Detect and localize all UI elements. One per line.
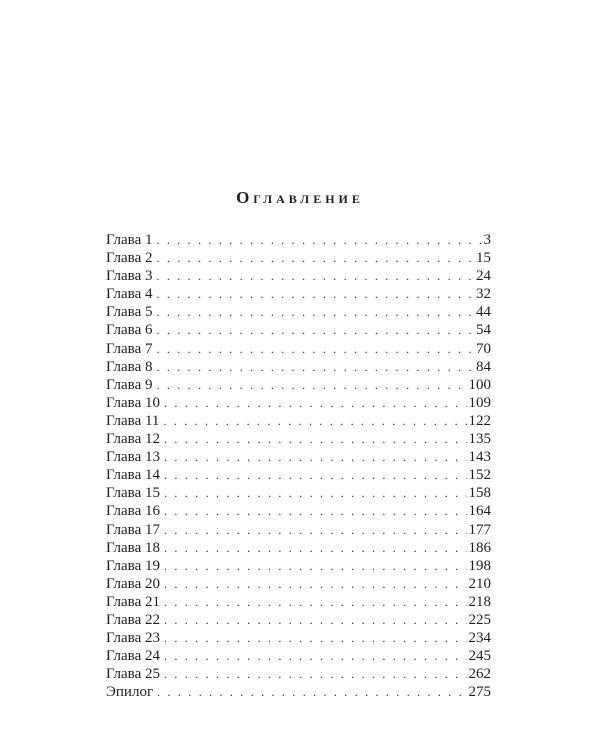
- toc-entry: [106, 303, 491, 321]
- dot-leader: [164, 502, 467, 520]
- toc-entry: [106, 683, 491, 701]
- toc-entry-label: Глава 13: [106, 449, 160, 466]
- toc-entry: [106, 340, 491, 358]
- toc-entry: [106, 466, 491, 484]
- toc-entry-label: Глава 17: [106, 521, 160, 538]
- toc-entry-label: Глава 7: [106, 340, 153, 357]
- toc-entry-label: Глава 16: [106, 503, 160, 520]
- toc-entry-label: Глава 20: [106, 575, 160, 592]
- toc-entry: [106, 611, 491, 629]
- toc-entry: [106, 376, 491, 394]
- toc-entry-page-number: 225: [468, 611, 491, 628]
- toc-entry: [106, 575, 491, 593]
- dot-leader: [164, 665, 467, 683]
- toc-entry-page-number: 164: [468, 503, 491, 520]
- toc-entry-page-number: 198: [468, 557, 491, 574]
- toc-entry-label: Глава 6: [106, 322, 153, 339]
- toc-entry-label: Глава 21: [106, 593, 160, 610]
- table-of-contents: [106, 231, 491, 701]
- toc-entry-page-number: 210: [468, 575, 491, 592]
- toc-entry: [106, 665, 491, 683]
- dot-leader: [156, 376, 466, 394]
- toc-entry: [106, 557, 491, 575]
- toc-entry-label: Глава 23: [106, 630, 160, 647]
- toc-entry-label: Глава 24: [106, 648, 160, 665]
- toc-entry-page-number: 158: [468, 485, 491, 502]
- dot-leader: [156, 303, 474, 321]
- dot-leader: [156, 285, 474, 303]
- toc-entry-label: Глава 19: [106, 557, 160, 574]
- toc-entry-page-number: 218: [468, 593, 491, 610]
- toc-entry: [106, 412, 491, 430]
- toc-entry-label: Глава 22: [106, 611, 160, 628]
- toc-entry: [106, 249, 491, 267]
- dot-leader: [164, 557, 467, 575]
- toc-entry-label: Глава 3: [106, 268, 153, 285]
- toc-entry-page-number: 100: [468, 376, 491, 393]
- toc-entry-label: Глава 8: [106, 358, 153, 375]
- toc-entry-page-number: 70: [476, 340, 491, 357]
- toc-entry-page-number: 245: [468, 648, 491, 665]
- toc-entry-page-number: 15: [476, 250, 491, 267]
- dot-leader: [164, 611, 467, 629]
- toc-entry-label: Глава 12: [106, 431, 160, 448]
- toc-entry-label: Глава 15: [106, 485, 160, 502]
- toc-entry: [106, 593, 491, 611]
- dot-leader: [156, 249, 474, 267]
- dot-leader: [156, 340, 474, 358]
- toc-entry-page-number: 122: [468, 412, 491, 429]
- toc-entry-page-number: 32: [476, 286, 491, 303]
- toc-entry-page-number: 109: [468, 394, 491, 411]
- dot-leader: [164, 629, 467, 647]
- toc-entry-label: Эпилог: [106, 684, 154, 701]
- toc-entry: [106, 502, 491, 520]
- toc-entry-label: Глава 9: [106, 376, 153, 393]
- toc-entry-page-number: 54: [476, 322, 491, 339]
- dot-leader: [164, 521, 467, 539]
- dot-leader: [164, 593, 467, 611]
- toc-entry: [106, 321, 491, 339]
- dot-leader: [164, 430, 467, 448]
- dot-leader: [164, 448, 467, 466]
- toc-entry: [106, 629, 491, 647]
- toc-entry-label: Глава 18: [106, 539, 160, 556]
- toc-entry: [106, 267, 491, 285]
- dot-leader: [156, 358, 474, 376]
- dot-leader: [157, 683, 466, 701]
- dot-leader: [164, 484, 467, 502]
- toc-entry-page-number: 84: [476, 358, 491, 375]
- toc-entry: [106, 448, 491, 466]
- toc-entry-label: Глава 10: [106, 394, 160, 411]
- toc-entry: [106, 285, 491, 303]
- toc-entry: [106, 394, 491, 412]
- dot-leader: [156, 321, 474, 339]
- dot-leader: [156, 267, 474, 285]
- toc-entry: [106, 430, 491, 448]
- toc-entry-label: Глава 14: [106, 467, 160, 484]
- toc-entry-label: Глава 25: [106, 666, 160, 683]
- dot-leader: [164, 466, 467, 484]
- toc-entry-label: Глава 2: [106, 250, 153, 267]
- toc-entry-page-number: 135: [468, 431, 491, 448]
- toc-entry-page-number: 24: [476, 268, 491, 285]
- toc-entry-page-number: 177: [468, 521, 491, 538]
- toc-entry-page-number: 186: [468, 539, 491, 556]
- toc-entry-page-number: 262: [468, 666, 491, 683]
- toc-entry-page-number: 152: [468, 467, 491, 484]
- toc-entry-label: Глава 11: [106, 412, 160, 429]
- dot-leader: [164, 647, 467, 665]
- toc-entry-label: Глава 4: [106, 286, 153, 303]
- toc-entry-page-number: 3: [483, 232, 491, 248]
- dot-leader: [164, 539, 467, 557]
- toc-entry-page-number: 44: [476, 304, 491, 321]
- toc-entry: [106, 521, 491, 539]
- toc-entry: [106, 484, 491, 502]
- toc-entry: [106, 647, 491, 665]
- toc-entry: [106, 231, 491, 249]
- dot-leader: [164, 394, 467, 412]
- toc-entry-page-number: 275: [468, 684, 491, 701]
- dot-leader: [164, 575, 467, 593]
- toc-entry-page-number: 143: [468, 449, 491, 466]
- dot-leader: [163, 412, 466, 430]
- toc-entry: [106, 539, 491, 557]
- toc-entry: [106, 358, 491, 376]
- toc-entry-page-number: 234: [468, 630, 491, 647]
- page-title: Оглавление: [236, 188, 364, 207]
- toc-entry-label: Глава 1: [106, 232, 153, 248]
- toc-entry-label: Глава 5: [106, 304, 153, 321]
- dot-leader: [156, 231, 481, 249]
